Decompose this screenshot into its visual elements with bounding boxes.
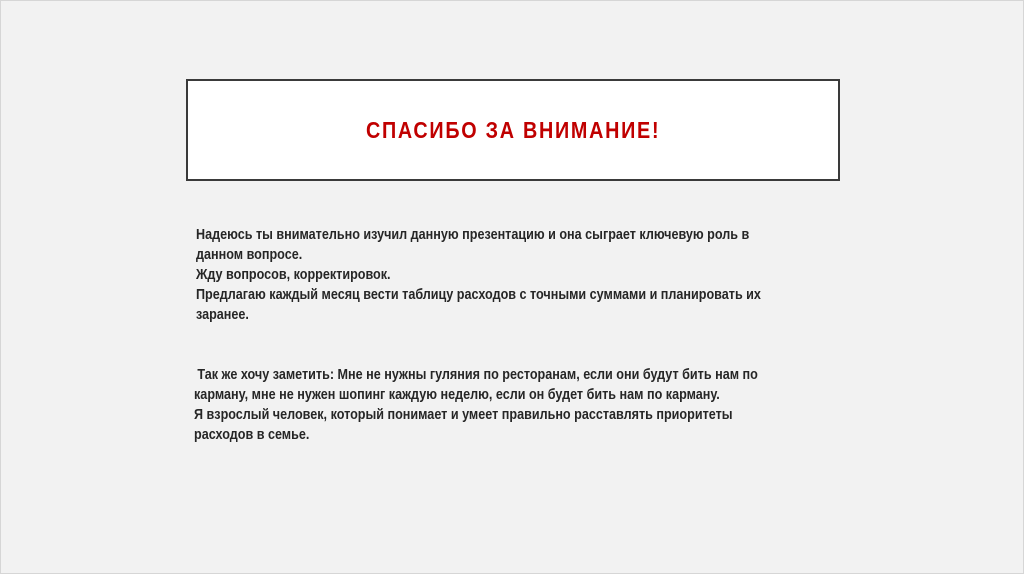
slide-title: СПАСИБО ЗА ВНИМАНИЕ! <box>365 116 661 143</box>
paragraph-line: заранее. <box>196 306 249 323</box>
paragraph-line: Надеюсь ты внимательно изучил данную презентацию и она сыграет ключевую роль в <box>196 226 750 243</box>
paragraph-line: данном вопросе. <box>196 246 303 263</box>
paragraph-line: расходов в семье. <box>194 426 310 443</box>
paragraph-priorities <box>194 365 758 445</box>
paragraph-line: карману, мне не нужен шопинг каждую неделю, если он будет бить нам по карману. <box>194 386 720 403</box>
paragraph-line: Жду вопросов, корректировок. <box>196 266 391 283</box>
paragraph-intro <box>196 225 761 325</box>
paragraph-line: Я взрослый человек, который понимает и умеет правильно расставлять приоритеты <box>194 406 733 423</box>
title-box <box>186 79 840 181</box>
paragraph-line: Предлагаю каждый месяц вести таблицу расходов с точными суммами и планировать их <box>196 286 761 303</box>
paragraph-line: Так же хочу заметить: Мне не нужны гуляния по ресторанам, если они будут бить нам по <box>197 366 758 383</box>
